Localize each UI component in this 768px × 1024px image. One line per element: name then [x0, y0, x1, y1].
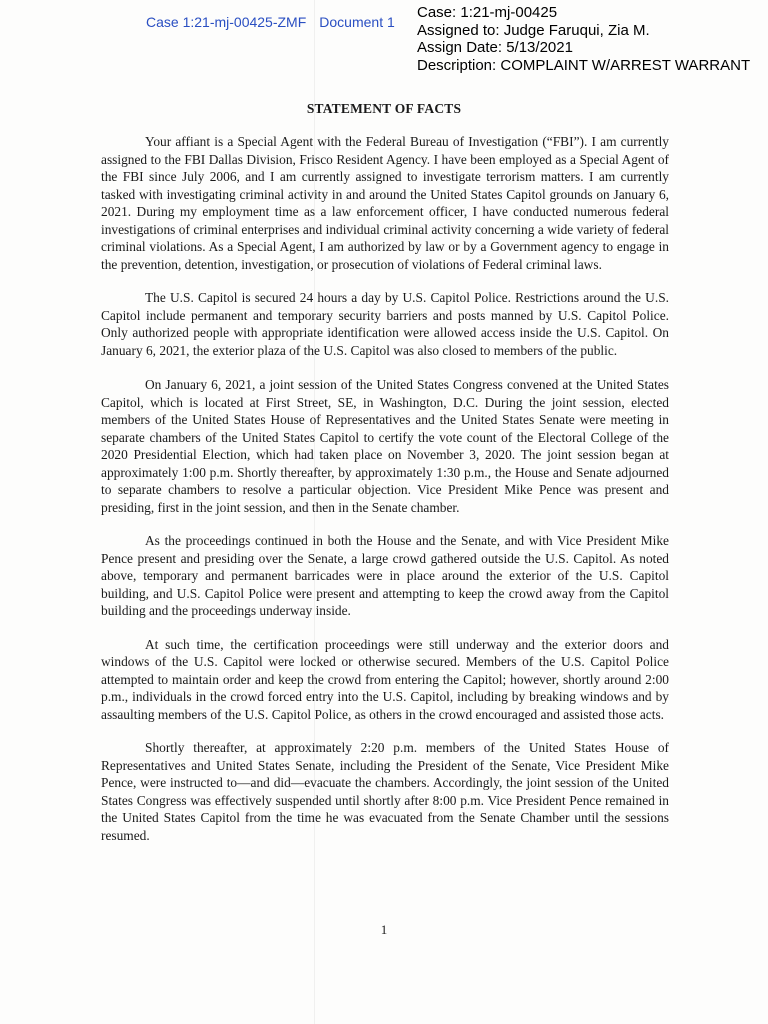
ecf-document-number: Document 1: [319, 14, 395, 30]
page-number: 1: [380, 922, 388, 937]
paragraph-capitol-security: The U.S. Capitol is secured 24 hours a day by U.S. Capitol Police. Restrictions around the U.S. Capitol include permanent and temporary security barriers and posts manned by U.S. Capitol Police. Only authorized people with appropriate identification were allowed access inside the U.S. Capitol. On January 6, 2021, the exterior plaza of the U.S. Capitol was also closed to members of the public.: [101, 290, 669, 358]
case-number-line: Case: 1:21-mj-00425: [417, 4, 558, 21]
assign-date-line: Assign Date: 5/13/2021: [417, 39, 573, 56]
paragraph-crowd-gathered: As the proceedings continued in both the House and the Senate, and with Vice President Mike Pence present and presiding over the Senate, a large crowd gathered outside the U.S. Capitol. As noted above, temporary and permanent barricades were in place around the exterior of the U.S. Capitol building, and U.S. Capitol Police were present and attempting to keep the crowd away from the Capitol building and the proceedings underway inside.: [101, 533, 669, 618]
assigned-judge-line: Assigned to: Judge Faruqui, Zia M.: [417, 21, 650, 39]
paragraph-evacuation: Shortly thereafter, at approximately 2:20 p.m. members of the United States House of Representatives and United States Senate, including the President of the Senate, Vice President Mike Pence, were instructed to—and did—evacuate the chambers. Accordingly, the joint session of the United States Congress was effectively suspended until shortly after 8:00 p.m. Vice President Pence remained in the United States Capitol from the time he was evacuated from the Senate Chamber until the sessions resumed.: [101, 740, 669, 843]
ecf-case-number: Case 1:21-mj-00425-ZMF: [146, 14, 307, 30]
paragraph-joint-session: On January 6, 2021, a joint session of the United States Congress convened at the United States Capitol, which is located at First Street, SE, in Washington, D.C. During the joint session, elected members of the United States House of Representatives and the United States Senate were meeting in separate chambers of the United States Capitol to certify the vote count of the Electoral College of the 2020 Presidential Election, which had taken place on November 3, 2020. The joint session began at approximately 1:00 p.m. Shortly thereafter, by approximately 1:30 p.m., the House and Senate adjourned to separate chambers to resolve a particular objection. Vice President Mike Pence was present and presiding, first in the joint session, and then in the Senate chamber.: [101, 377, 669, 515]
document-title: STATEMENT OF FACTS: [306, 101, 462, 116]
paragraph-forced-entry: At such time, the certification proceedings were still underway and the exterior doors and windows of the U.S. Capitol were locked or otherwise secured. Members of the U.S. Capitol Police attempted to maintain order and keep the crowd from entering the Capitol; however, shortly around 2:00 p.m., individuals in the crowd forced entry into the U.S. Capitol, including by breaking windows and by assaulting members of the U.S. Capitol Police, as others in the crowd encouraged and assisted those acts.: [101, 636, 669, 722]
statement-body: [101, 133, 669, 860]
ecf-header-stamp: [146, 14, 408, 30]
description-line: Description: COMPLAINT W/ARREST WARRANT: [417, 56, 751, 74]
paragraph-affiant: Your affiant is a Special Agent with the Federal Bureau of Investigation (“FBI”). I am currently assigned to the FBI Dallas Division, Frisco Resident Agency. I have been employed as a Special Agent of the FBI since July 2006, and I am currently assigned to investigate terrorism matters. I am currently tasked with investigating criminal activity in and around the United States Capitol grounds on January 6, 2021. During my employment time as a law enforcement officer, I have conducted numerous federal investigations of criminal enterprises and individual criminal activity concerning a wide variety of federal criminal violations. As a Special Agent, I am authorized by law or by a Government agency to engage in the prevention, detention, investigation, or prosecution of violations of Federal criminal laws.: [101, 134, 669, 272]
case-info-block: [417, 4, 750, 74]
